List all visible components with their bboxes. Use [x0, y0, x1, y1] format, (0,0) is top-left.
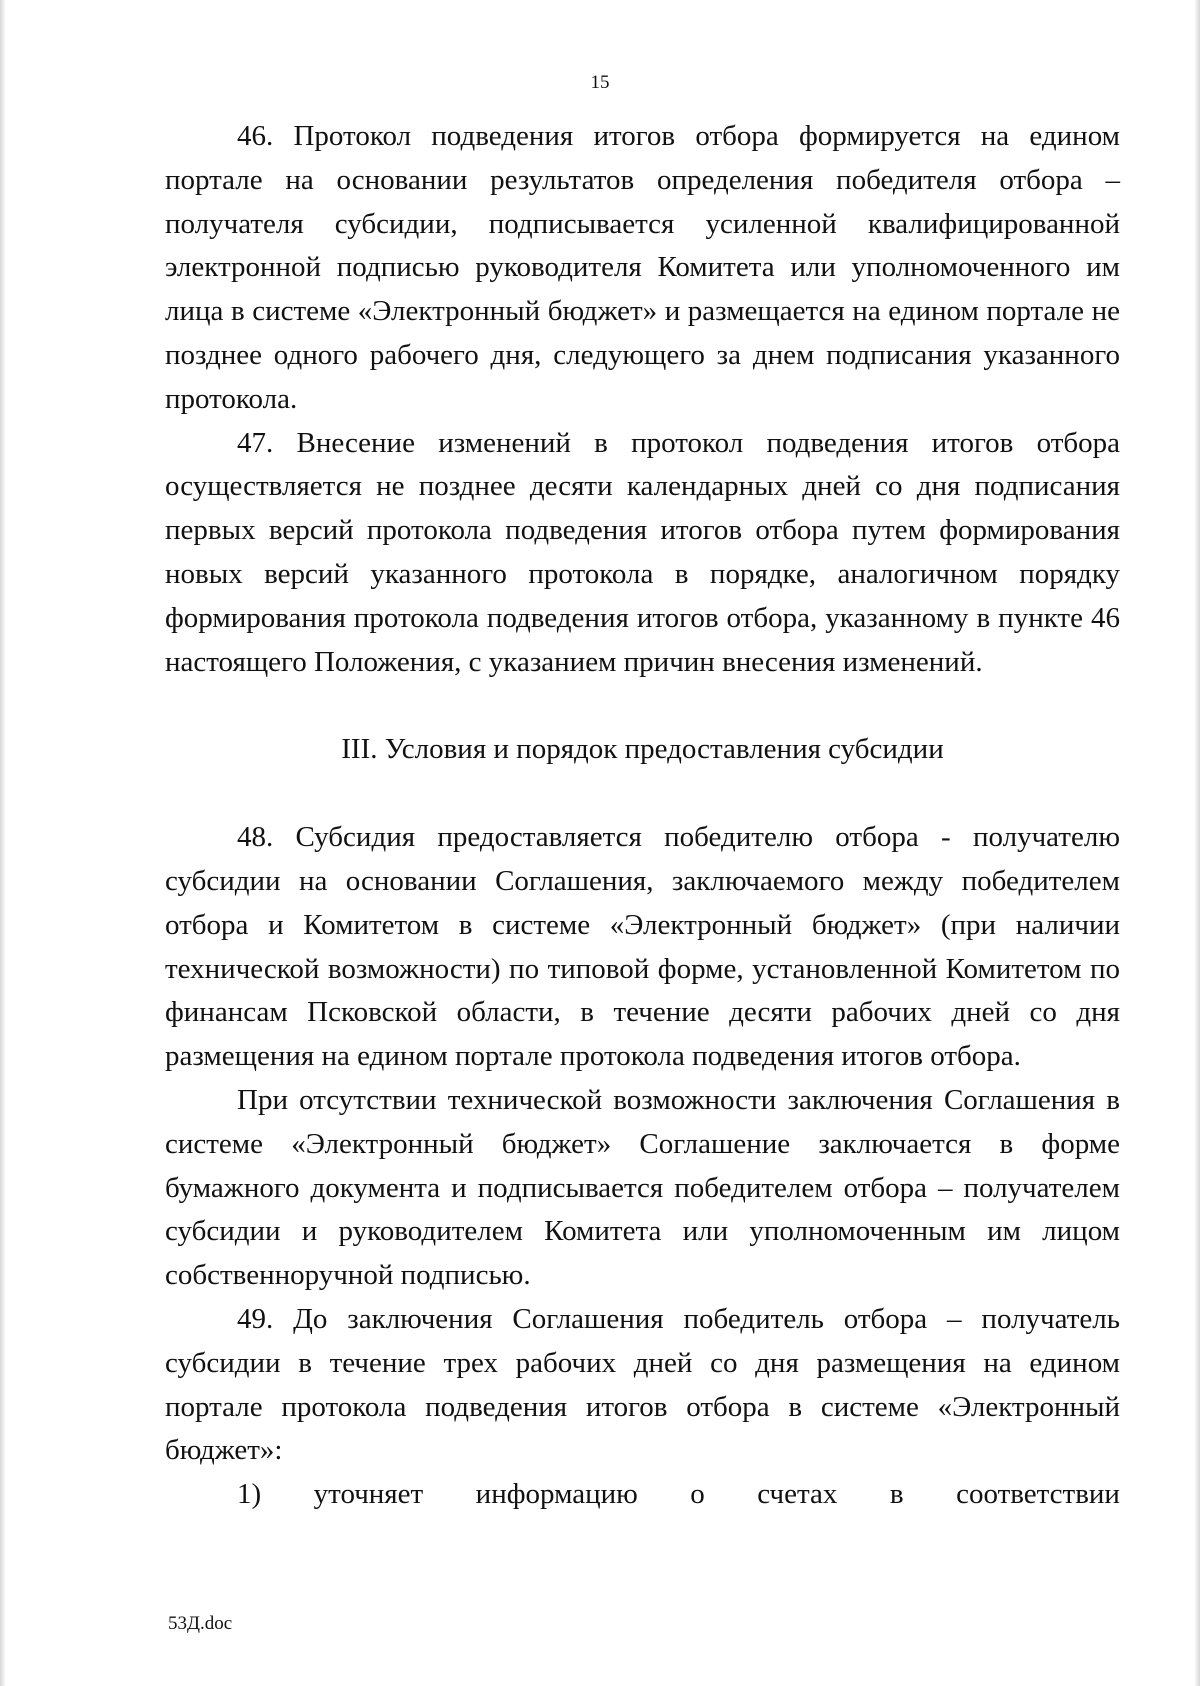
- page-number: 15: [590, 72, 610, 93]
- document-body: [165, 115, 1120, 1517]
- scan-edge-right: [1194, 0, 1200, 1686]
- paragraph-48-continued: При отсутствии технической возможности заключения Соглашения в системе «Электронный бюджет» Соглашение заключается в форме бумажного документа и подписывается победителем отбора – получателем субсидии и руководителем Комитета или уполномоченным им лицом собственноручной подписью.: [165, 1083, 1120, 1292]
- list-item-1-word: уточняет: [313, 1478, 424, 1511]
- footer-filename: 53Д.doc: [168, 1613, 233, 1634]
- section-heading: III. Условия и порядок предоставления субсидии: [341, 733, 944, 766]
- list-item-1: [165, 1473, 1120, 1517]
- paragraph-49: 49. До заключения Соглашения победитель отбора – получатель субсидии в течение трех рабочих дней со дня размещения на едином портале протокола подведения итогов отбора в системе «Электронный бюджет»:: [165, 1302, 1120, 1467]
- paragraph-47: 47. Внесение изменений в протокол подведения итогов отбора осуществляется не позднее десяти календарных дней со дня подписания первых версий протокола подведения итогов отбора путем формирования новых версий указанного протокола в порядке, аналогичном порядку формирования протокола подведения итогов отбора, указанному в пункте 46 настоящего Положения, с указанием причин внесения изменений.: [165, 426, 1120, 678]
- list-item-1-word: в: [889, 1478, 904, 1511]
- scan-edge-left: [0, 0, 6, 1686]
- list-item-1-word: соответствии: [956, 1478, 1120, 1511]
- list-item-1-word: информацию: [475, 1478, 638, 1511]
- paragraph-46: 46. Протокол подведения итогов отбора формируется на едином портале на основании результатов определения победителя отбора – получателя субсидии, подписывается усиленной квалифицированной электронной подписью руководителя Комитета или уполномоченного им лица в системе «Электронный бюджет» и размещается на едином портале не позднее одного рабочего дня, следующего за днем подписания указанного протокола.: [165, 120, 1120, 415]
- list-item-1-word: 1): [237, 1478, 262, 1511]
- list-item-1-word: счетах: [757, 1478, 838, 1511]
- list-item-1-word: о: [690, 1478, 705, 1511]
- paragraph-48: 48. Субсидия предоставляется победителю отбора - получателю субсидии на основании Соглашения, заключаемого между победителем отбора и Комитетом в системе «Электронный бюджет» (при наличии технической возможности) по типовой форме, установленной Комитетом по финансам Псковской области, в течение десяти рабочих дней со дня размещения на едином портале протокола подведения итогов отбора.: [165, 821, 1120, 1073]
